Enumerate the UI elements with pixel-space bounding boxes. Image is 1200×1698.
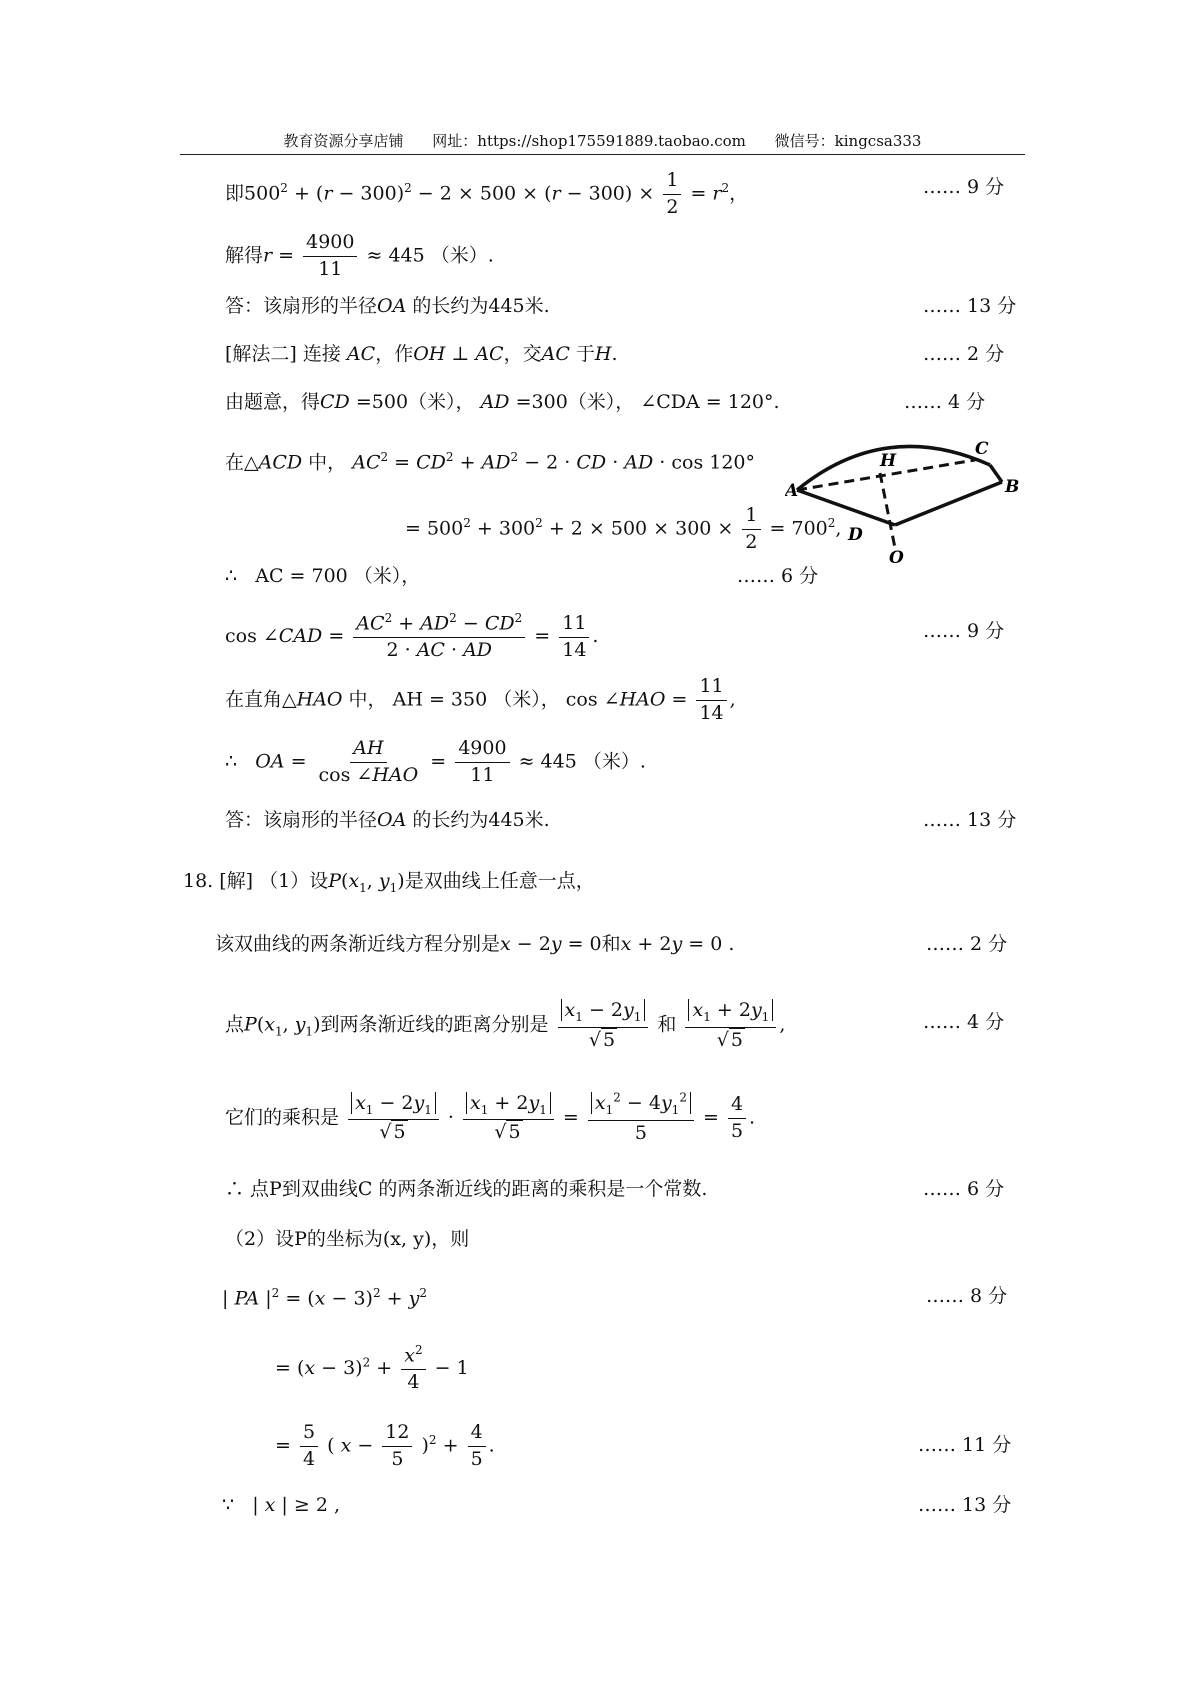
score-4-a: …… 4 分 (904, 391, 986, 413)
equation-line-1: 即$500^2 + (r - 300)^2 - 2 \times 500 \times (r - 300)$ × $\frac{1}{2}$ = $r^2$， (225, 169, 749, 218)
score-8: …… 8 分 (926, 1285, 1008, 1307)
given-values-line: 由题意，得CD =500（米）， AD =300（米）， ∠CDA = 120°. (225, 391, 780, 413)
segment-db (895, 482, 1002, 525)
cos-cad-line: cos ∠CAD = $\frac{AC^2 + AD^2 - CD^2}{2 \cdot AC \cdot AD}$ = $\frac{11}{14}$ . (225, 611, 599, 662)
problem-18-line: 18. [解] （1）设$P(x_1$, $y_1$)是双曲线上任意一点， (183, 870, 595, 895)
score-9: …… 9 分 (923, 176, 1005, 198)
label-o: O (889, 548, 904, 565)
score-2-b: …… 2 分 (926, 933, 1008, 955)
sector-figure (785, 430, 1025, 565)
score-13-c: …… 13 分 (918, 1494, 1012, 1516)
asymptote-line: 该双曲线的两条渐近线方程分别是x − 2y = 0和x + 2y = 0 . (215, 933, 735, 955)
score-13-a: …… 13 分 (923, 295, 1017, 317)
score-13-b: …… 13 分 (923, 809, 1017, 831)
oa-result-line: ∴ OA = $\frac{AH}{\text{cos ∠HAO}}$ = $\frac{4900}{11}$ ≈ 445 （米）. (225, 737, 646, 786)
score-2-a: …… 2 分 (923, 343, 1005, 365)
shop-name: 教育资源分享店铺 (283, 132, 404, 150)
label-c: C (975, 439, 989, 459)
method-two-line: [解法二] 连接 AC，作OH ⊥ AC，交AC 于H. (225, 343, 618, 365)
score-6-b: …… 6 分 (923, 1178, 1005, 1200)
score-11: …… 11 分 (918, 1434, 1012, 1456)
segment-ad (797, 490, 895, 525)
answer-line-1: 答：该扇形的半径OA 的长约为445米. (225, 295, 550, 317)
label-b: B (1005, 477, 1020, 497)
part-2-line: （2）设P的坐标为(x, y)，则 (225, 1228, 470, 1250)
pa-step-3-line: = $\frac{5}{4}$ ( x − $\frac{12}{5}$ )$^2$ + $\frac{4}{5}$ . (275, 1421, 495, 1470)
right-triangle-line: 在直角△HAO 中， AH = 350 （米）， cos ∠HAO = $\frac{11}{14}$ , (225, 675, 736, 724)
shop-url: 网址：https://shop175591889.taobao.com (432, 132, 746, 150)
score-9-b: …… 9 分 (923, 620, 1005, 642)
cosine-law-line: 在△ACD 中， $AC^2 = CD^2 + AD^2 - 2$ · CD · AD · cos 120° (225, 450, 756, 474)
ac-result-line: ∴ AC = 700 （米）， (225, 565, 421, 587)
label-h: H (880, 451, 897, 471)
label-a: A (785, 481, 799, 501)
abs-x-line: ∵ | x | ≥ 2 , (222, 1494, 340, 1516)
segment-oh (880, 473, 895, 548)
label-d: D (848, 525, 863, 545)
pa-squared-line: | PA $|^2 = (x - 3)^2 + y^2$ (222, 1286, 427, 1310)
score-4-b: …… 4 分 (923, 1011, 1005, 1033)
pa-step-2-line: = $(x - 3)^2$ + $\frac{x^2}{4}$ − 1 (275, 1343, 469, 1394)
product-line: 它们的乘积是 $\frac{x_1 - 2y_1}{√ 5}$ · $\frac{x_1 + 2y_1}{√ 5}$ = $\frac{x_1^2 - 4y_1^2}{5}$ = $\frac{4}{5}$ . (225, 1091, 756, 1144)
wechat-id: 微信号：kingcsa333 (774, 132, 922, 150)
cosine-law-eval-line: = $500^2 + 300^2 + 2 \times 500 \times 300$ × $\frac{1}{2}$ = $700^2$, (405, 504, 842, 553)
distance-line: 点$P(x_1$, $y_1$)到两条渐近线的距离分别是 $\frac{x_1 - 2y_1}{√ 5}$ 和 $\frac{x_1 + 2y_1}{√ 5}$ , (225, 999, 786, 1051)
page-header (180, 130, 1025, 151)
answer-line-2: 答：该扇形的半径OA 的长约为445米. (225, 809, 550, 831)
score-6-a: …… 6 分 (737, 565, 819, 587)
conclusion-line: ∴ 点P到双曲线C 的两条渐近线的距离的乘积是一个常数. (225, 1178, 708, 1200)
header-rule (180, 154, 1025, 155)
solve-r-line: 解得r = $\frac{4900}{11}$ ≈ 445 （米）. (225, 231, 494, 280)
fraction-one-half: $\frac{1}{2}$ (663, 170, 681, 219)
